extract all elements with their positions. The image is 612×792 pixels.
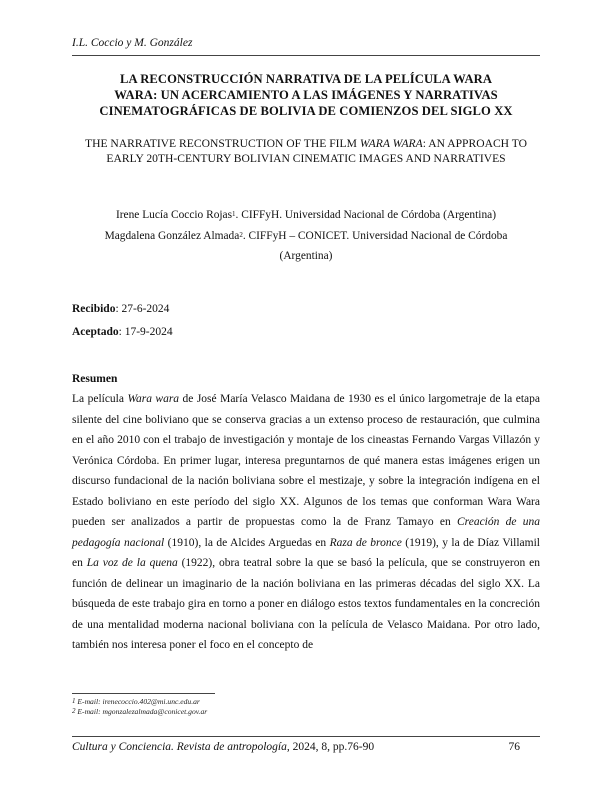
work-title-arguedas: Raza de bronce (329, 536, 402, 549)
author-2-name: Magdalena González Almada (104, 229, 240, 242)
journal-citation: 2024, 8, pp.76-90 (289, 741, 375, 753)
submission-dates (72, 298, 173, 343)
accepted-date (72, 321, 173, 344)
author-1-footnote-mark[interactable]: 1 (232, 210, 236, 218)
header-divider (72, 55, 540, 56)
received-label: Recibido (72, 303, 116, 315)
footnote-1 (72, 697, 207, 707)
author-2 (84, 226, 528, 247)
accepted-value: : 17-9-2024 (118, 325, 173, 338)
title-en-pre: THE NARRATIVE RECONSTRUCTION OF THE FILM (85, 137, 360, 150)
abstract-heading: Resumen (72, 373, 118, 385)
abstract-body (72, 389, 540, 656)
author-1-name: Irene Lucía Coccio Rojas (115, 209, 233, 221)
footnote-2-mark: 2 (72, 707, 76, 715)
title-en-line-1 (72, 136, 540, 151)
received-value: : 27-6-2024 (115, 303, 170, 315)
work-title-tamayo: Creación de una pedagogía nacional (72, 516, 540, 549)
accepted-label: Aceptado (72, 325, 119, 338)
page-footer (72, 741, 540, 753)
abstract-text-2: de José María Velasco Maidana de 1930 es el único largometraje de la etapa silente del cine boliviano que se conserva gracias a un extenso proceso de restauración, que culmina en el año 2010 con el trabajo de investigación y montaje de los cineastas Fernando Vargas Villazón y Verónica Córdoba. En primer lugar, interesa preguntarnos de qué manera estas imágenes erigen un discurso fundacional de la nación boliviana sobre el mestizaje, y sobre la integración indígena en el Estado boliviano en este período del siglo XX. Algunos de los temas que conforman Wara Wara pueden ser analizados a partir de propuestas como la de Franz Tamayo en (72, 393, 540, 528)
author-2-country: (Argentina) (279, 250, 333, 262)
footer-divider (72, 736, 540, 737)
footnote-2-email[interactable]: E-mail: mgonzalezalmada@conicet.gov.ar (75, 707, 208, 716)
footnote-divider (72, 693, 215, 694)
title-spanish (72, 71, 540, 119)
title-es-line-2: WARA: UN ACERCAMIENTO A LAS IMÁGENES Y NARRATIVAS (114, 88, 498, 102)
footnotes (72, 697, 207, 717)
title-es-line-3: CINEMATOGRÁFICAS DE BOLIVIA DE COMIENZOS DEL SIGLO XX (99, 104, 513, 118)
received-date (72, 298, 173, 321)
journal-name: Cultura y Conciencia. Revista de antropología, (72, 741, 290, 753)
footnote-1-mark: 1 (72, 697, 76, 705)
author-1 (84, 205, 528, 226)
footnote-2 (72, 707, 207, 717)
footnote-1-email[interactable]: E-mail: irenecoccio.402@mi.unc.edu.ar (75, 697, 200, 706)
title-en-post: : AN APPROACH TO (422, 137, 527, 150)
title-english (72, 136, 540, 166)
title-en-line-2: EARLY 20TH-CENTURY BOLIVIAN CINEMATIC IMAGES AND NARRATIVES (106, 152, 506, 165)
author-1-affiliation: . CIFFyH. Universidad Nacional de Córdoba (Argentina) (235, 209, 497, 221)
running-head: I.L. Coccio y M. González (72, 37, 193, 49)
author-block (84, 205, 528, 267)
abstract-text-5: (1922), obra teatral sobre la que se basó la película, que se construyeron en función de delinear un imaginario de la nación boliviana en las primeras décadas del siglo XX. La búsqueda de este trabajo gira en torno a poner en diálogo estos textos fundamentales en la concreción de una mentalidad moderna nacional boliviana con la película de Velasco Maidana. Por otro lado, también nos interesa poner el foco en el concepto de (72, 557, 540, 651)
author-2-affiliation: . CIFFyH – CONICET. Universidad Nacional de Córdoba (242, 229, 508, 242)
film-title-italic: Wara wara (127, 393, 180, 405)
title-es-line-1: LA RECONSTRUCCIÓN NARRATIVA DE LA PELÍCULA WARA (119, 72, 493, 86)
work-title-villamil: La voz de la quena (86, 557, 178, 569)
page-number: 76 (508, 741, 520, 753)
title-en-film: WARA WARA (359, 137, 423, 150)
abstract-text-4: (1919), y la de Díaz Villamil en (72, 536, 540, 569)
author-2-footnote-mark[interactable]: 2 (239, 230, 243, 239)
abstract-text-1: La película (72, 393, 128, 405)
abstract-text-3: (1910), la de Alcides Arguedas en (164, 536, 330, 549)
